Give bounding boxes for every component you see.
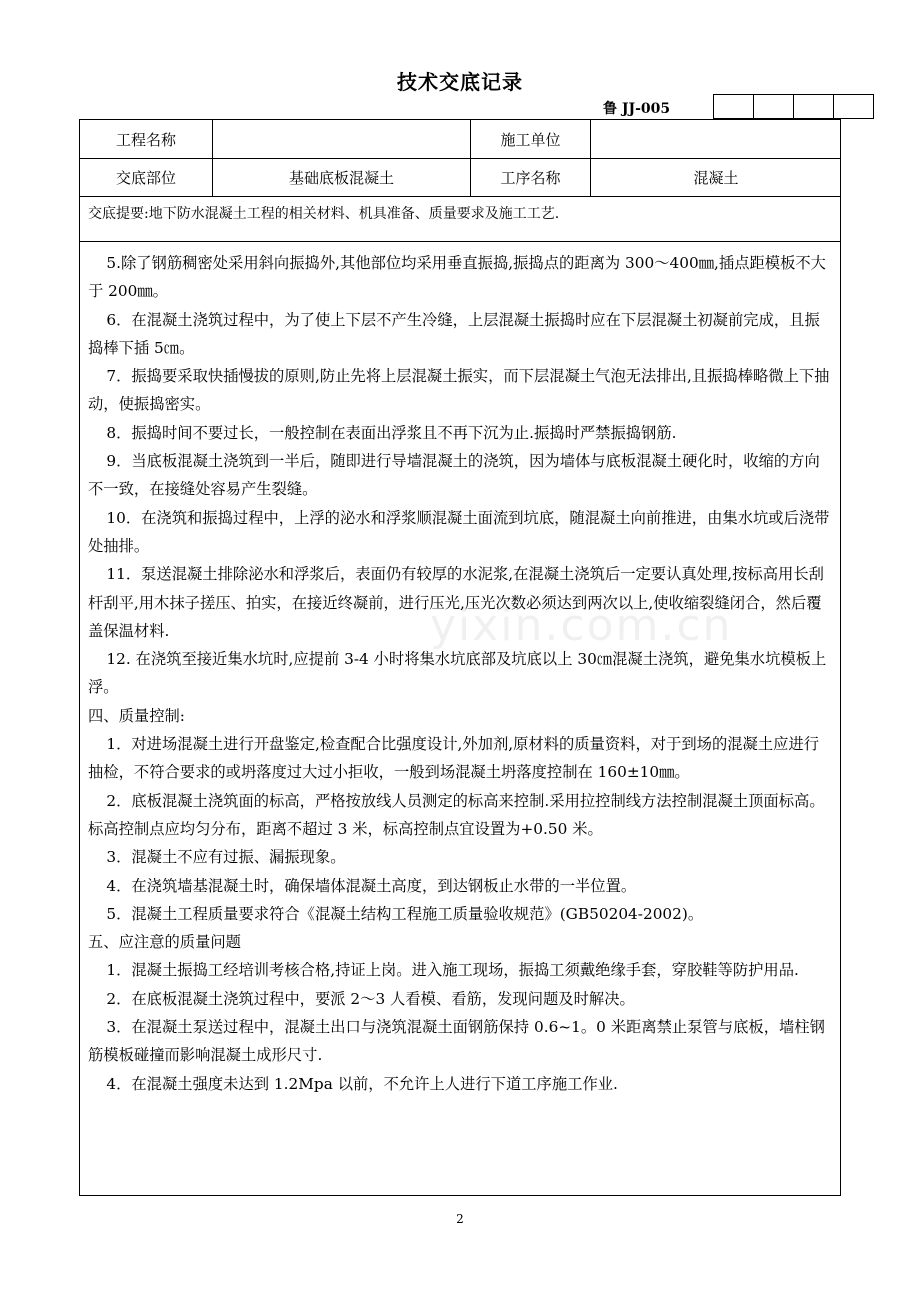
content-paragraph: 8．振捣时间不要过长，一般控制在表面出浮浆且不再下沉为止.振捣时严禁振捣钢筋. xyxy=(106,423,677,442)
header-row-part xyxy=(80,159,840,197)
content-paragraph: 6．在混凝土浇筑过程中，为了使上下层不产生冷缝，上层混凝土振捣时应在下层混凝土初凝前完成，且振捣棒下插 5㎝。 xyxy=(88,310,820,357)
value-construction-unit xyxy=(591,120,841,158)
content-paragraph: 7．振捣要采取快插慢拔的原则,防止先将上层混凝土振实，而下层混凝土气泡无法排出,且振捣棒略微上下抽动，使振捣密实。 xyxy=(88,367,830,414)
code-box xyxy=(793,94,834,119)
content-paragraph: 5.除了钢筋稠密处采用斜向振捣外,其他部位均采用垂直振捣,振捣点的距离为 300～400㎜,插点距模板不大于 200㎜。 xyxy=(88,254,826,301)
label-project-name: 工程名称 xyxy=(80,120,213,158)
handover-content xyxy=(88,249,834,1098)
code-boxes xyxy=(714,94,874,119)
content-paragraph: 2．在底板混凝土浇筑过程中，要派 2～3 人看模、看筋，发现问题及时解决。 xyxy=(106,989,635,1008)
content-paragraph: 3．混凝土不应有过振、漏振现象。 xyxy=(106,848,346,867)
code-box xyxy=(833,94,874,119)
code-box xyxy=(713,94,754,119)
page-title: 技术交底记录 xyxy=(397,70,523,94)
value-handover-part: 基础底板混凝土 xyxy=(213,159,471,196)
label-handover-part: 交底部位 xyxy=(80,159,213,196)
content-paragraph: 2．底板混凝土浇筑面的标高，严格按放线人员测定的标高来控制.采用拉控制线方法控制混凝土顶面标高。标高控制点应均匀分布，距离不超过 3 米，标高控制点宜设置为+0.50 米。 xyxy=(88,791,825,838)
code-box xyxy=(753,94,794,119)
section-heading: 五、应注意的质量问题 xyxy=(88,933,241,952)
handover-summary: 交底提要:地下防水混凝土工程的相关材料、机具准备、质量要求及施工工艺. xyxy=(80,197,840,242)
value-project-name xyxy=(213,120,471,158)
record-table xyxy=(79,119,841,1196)
content-paragraph: 10．在浇筑和振捣过程中，上浮的泌水和浮浆顺混凝土面流到坑底，随混凝土向前推进，由集水坑或后浇带处抽排。 xyxy=(88,508,830,555)
value-process-name: 混凝土 xyxy=(693,169,739,187)
form-code: 鲁 JJ-005 xyxy=(603,101,671,117)
header-row-project xyxy=(80,120,840,159)
content-paragraph: 3．在混凝土泵送过程中，混凝土出口与浇筑混凝土面钢筋保持 0.6~1。0 米距离禁止泵管与底板，墙柱钢筋模板碰撞而影响混凝土成形尺寸. xyxy=(88,1018,825,1065)
content-paragraph: 11．泵送混凝土排除泌水和浮浆后，表面仍有较厚的水泥浆,在混凝土浇筑后一定要认真处理,按标高用长刮杆刮平,用木抹子搓压、拍实，在接近终凝前，进行压光,压光次数必须达到两次以上,使收缩裂缝闭合，然后覆盖保温材料. xyxy=(88,565,824,640)
content-paragraph: 4．在混凝土强度未达到 1.2Mpa 以前，不允许上人进行下道工序施工作业. xyxy=(106,1074,618,1093)
content-paragraph: 1．对进场混凝土进行开盘鉴定,检查配合比强度设计,外加剂,原材料的质量资料，对于到场的混凝土应进行抽检，不符合要求的或坍落度过大过小拒收，一般到场混凝土坍落度控制在 160±10㎜。 xyxy=(88,735,820,782)
content-paragraph: 9．当底板混凝土浇筑到一半后，随即进行导墙混凝土的浇筑，因为墙体与底板混凝土硬化时，收缩的方向不一致，在接缝处容易产生裂缝。 xyxy=(88,452,820,499)
page-number: 2 xyxy=(456,1212,464,1226)
label-construction-unit: 施工单位 xyxy=(471,120,591,158)
label-process-name: 工序名称 xyxy=(471,159,591,196)
watermark: yixin.com.cn xyxy=(430,600,733,651)
content-paragraph: 5．混凝土工程质量要求符合《混凝土结构工程施工质量验收规范》(GB50204-2002)。 xyxy=(106,904,704,923)
section-heading: 四、质量控制: xyxy=(88,706,185,725)
content-paragraph: 1．混凝土振捣工经培训考核合格,持证上岗。进入施工现场，振捣工须戴绝缘手套，穿胶鞋等防护用品. xyxy=(106,961,799,980)
content-paragraph: 4．在浇筑墙基混凝土时，确保墙体混凝土高度，到达钢板止水带的一半位置。 xyxy=(106,876,637,895)
content-paragraph: 12. 在浇筑至接近集水坑时,应提前 3-4 小时将集水坑底部及坑底以上 30㎝混凝土浇筑，避免集水坑模板上浮。 xyxy=(88,650,827,697)
